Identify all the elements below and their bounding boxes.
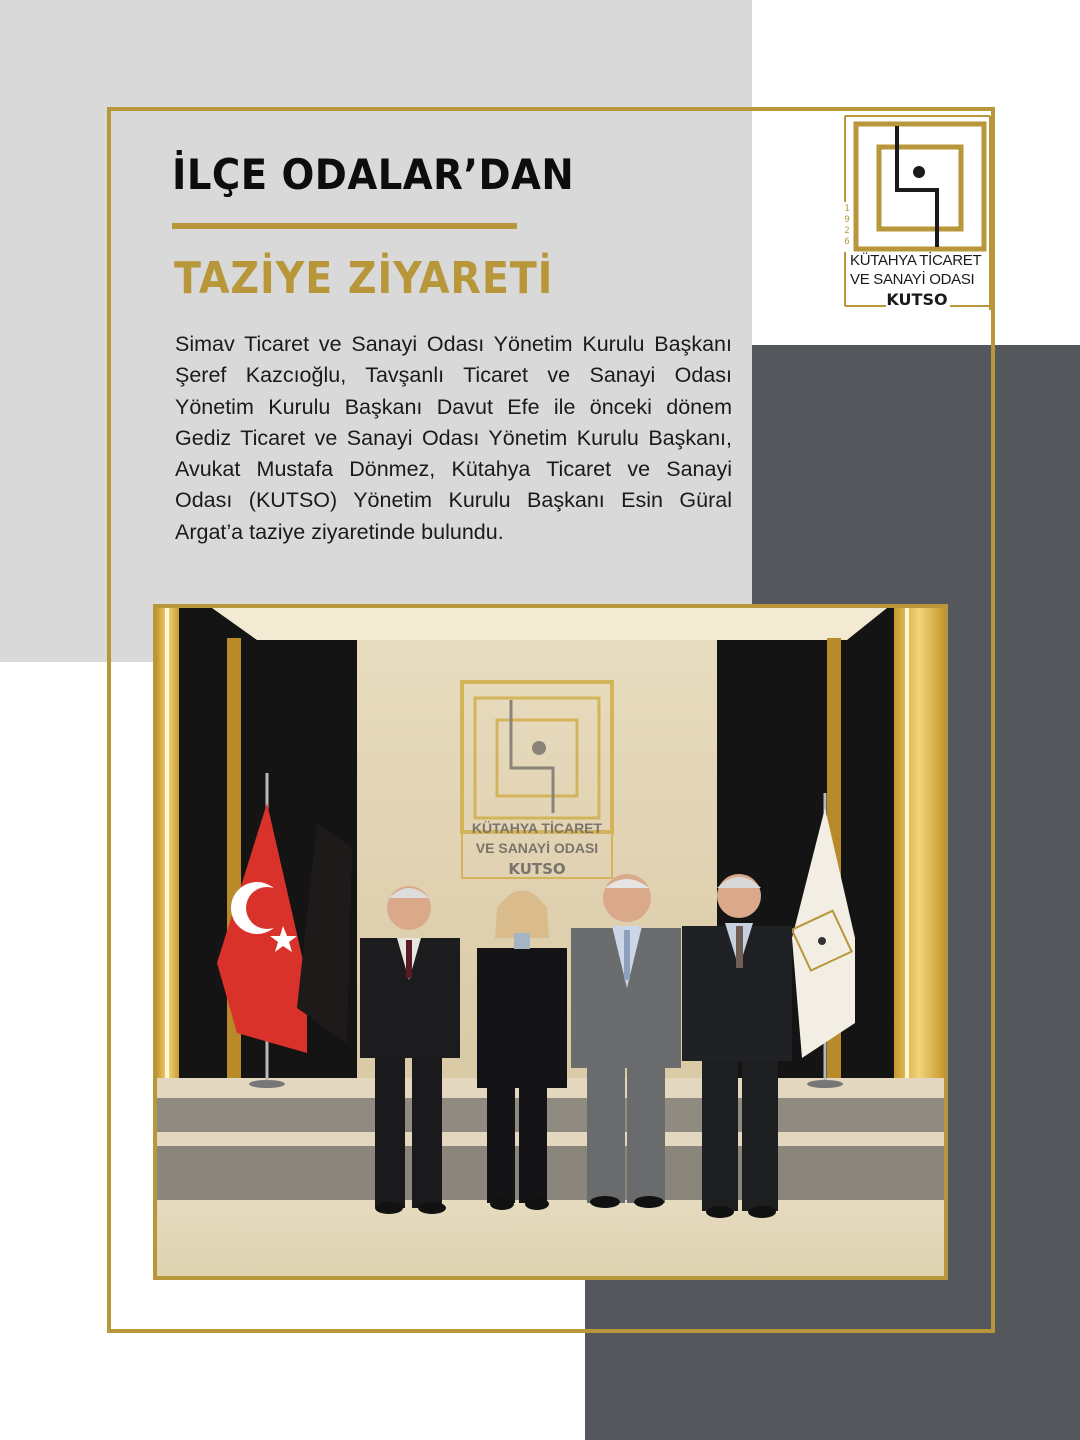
group-photo <box>153 604 948 1280</box>
wall-logo-line1: KÜTAHYA TİCARET <box>471 820 603 836</box>
wall-logo-line2: VE SANAYİ ODASI <box>475 840 599 856</box>
kutso-logo <box>842 112 992 310</box>
section-title: İLÇE ODALAR’DAN <box>172 150 575 199</box>
title-divider <box>172 223 517 229</box>
article-body: Simav Ticaret ve Sanayi Odası Yönetim Kurulu Başkanı Şeref Kazcıoğlu, Tavşanlı Ticaret ve Sanayi Odası Yönetim Kurulu Başkanı Davut Efe ile önceki dönem Gediz Ticaret ve Sanayi Odası Yönetim Kurulu Başkanı, Avukat Mustafa Dönmez, Kütahya Ticaret ve Sanayi Odası (KUTSO) Yönetim Kurulu Başkanı Esin Güral Argat’a taziye ziyaretinde bulundu. <box>175 332 732 544</box>
logo-short-name: KUTSO <box>886 290 948 309</box>
group-photo-illustration <box>157 608 944 1276</box>
wall-logo-kutso: KUTSO <box>508 860 566 878</box>
article-title: TAZİYE ZİYARETİ <box>174 253 554 304</box>
logo-year: 1 9 2 6 <box>844 204 850 247</box>
logo-name-line2: VE SANAYİ ODASI <box>850 271 975 288</box>
logo-name-line1: KÜTAHYA TİCARET <box>850 252 982 269</box>
